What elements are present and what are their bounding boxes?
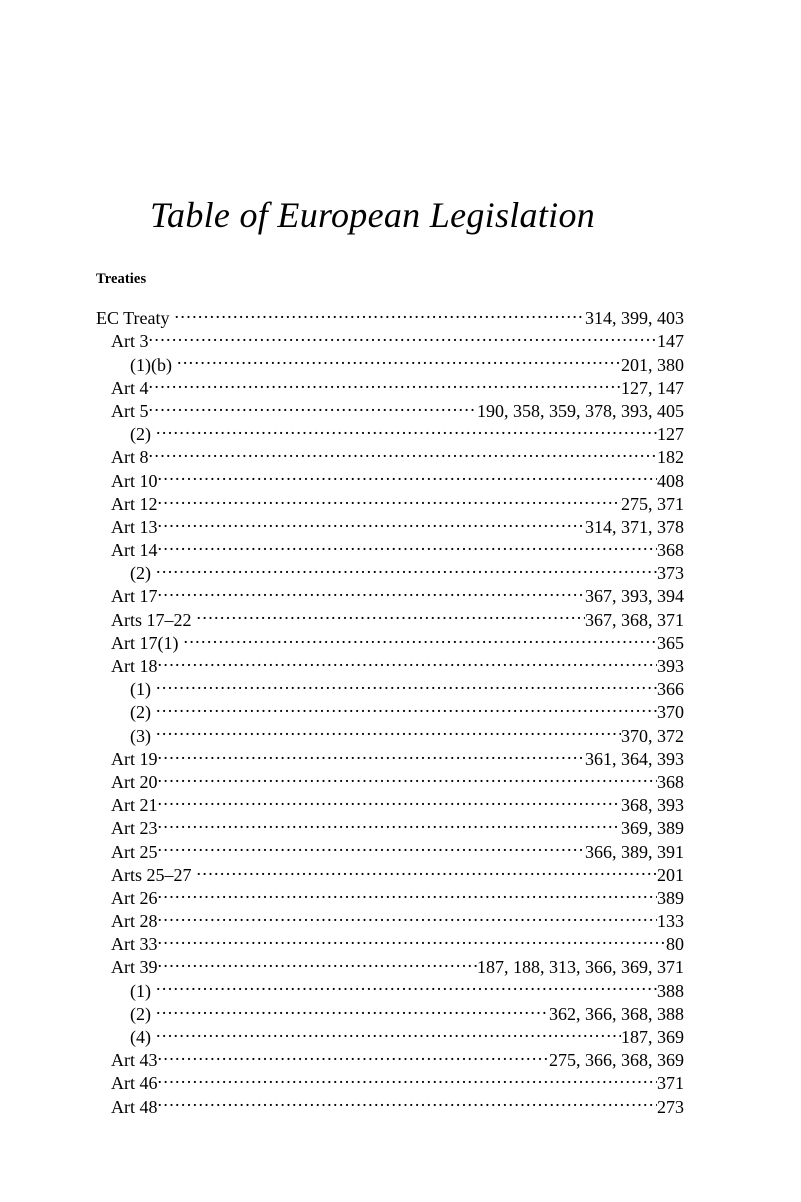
entry-page-numbers: 388 bbox=[657, 980, 684, 1001]
dot-leader bbox=[158, 579, 586, 602]
entry-page-numbers: 367, 393, 394 bbox=[585, 586, 684, 607]
dot-leader bbox=[158, 950, 478, 973]
entry-label: (4) bbox=[130, 1027, 151, 1047]
entry-label: (2) bbox=[130, 702, 151, 723]
entry-page-numbers: 201 bbox=[657, 864, 684, 885]
dot-leader bbox=[156, 417, 657, 440]
entry-label: Art 48 bbox=[111, 1096, 158, 1117]
legislation-entry[interactable] bbox=[96, 950, 684, 978]
entry-page-numbers: 361, 364, 393 bbox=[585, 748, 684, 769]
dot-leader bbox=[158, 510, 586, 533]
entry-page-numbers: 147 bbox=[657, 331, 684, 352]
legislation-entry[interactable] bbox=[96, 301, 684, 329]
entry-page-numbers: 275, 371 bbox=[621, 493, 684, 514]
dot-leader bbox=[158, 649, 658, 672]
entry-label: (1) bbox=[130, 679, 151, 700]
legislation-entry-list bbox=[96, 301, 684, 1117]
entry-page-numbers: 370 bbox=[657, 702, 684, 723]
entry-page-numbers: 366, 389, 391 bbox=[585, 841, 684, 862]
entry-page-numbers: 127, 147 bbox=[621, 377, 684, 398]
entry-label: Art 17(1) bbox=[111, 632, 179, 653]
dot-leader bbox=[197, 602, 586, 625]
legislation-entry[interactable] bbox=[96, 973, 684, 1001]
dot-leader bbox=[149, 440, 658, 463]
legislation-entry[interactable] bbox=[96, 1066, 684, 1094]
legislation-entry[interactable] bbox=[96, 417, 684, 445]
entry-page-numbers: 368 bbox=[657, 771, 684, 792]
entry-label: Art 46 bbox=[111, 1073, 158, 1094]
legislation-entry[interactable] bbox=[96, 556, 684, 584]
entry-label: Art 28 bbox=[111, 911, 158, 932]
legislation-entry[interactable] bbox=[96, 324, 684, 352]
dot-leader bbox=[156, 1020, 621, 1043]
entry-label: Art 14 bbox=[111, 540, 158, 561]
dot-leader bbox=[158, 834, 586, 857]
legislation-entry[interactable] bbox=[96, 858, 684, 885]
entry-label: (2) bbox=[130, 424, 151, 445]
legislation-entry[interactable] bbox=[96, 602, 684, 630]
entry-label: Art 26 bbox=[111, 887, 158, 908]
entry-page-numbers: 370, 372 bbox=[621, 725, 684, 746]
entry-label: (1) bbox=[130, 980, 151, 1001]
entry-page-numbers: 362, 366, 368, 388 bbox=[549, 1003, 684, 1024]
dot-leader bbox=[149, 324, 658, 347]
entry-label: Art 20 bbox=[111, 771, 158, 792]
legislation-entry[interactable] bbox=[96, 695, 684, 723]
legislation-entry[interactable] bbox=[96, 811, 684, 839]
dot-leader bbox=[158, 811, 622, 834]
legislation-entry[interactable] bbox=[96, 1020, 684, 1047]
legislation-entry[interactable] bbox=[96, 533, 684, 561]
entry-label: (1)(b) bbox=[130, 354, 172, 375]
legislation-entry[interactable] bbox=[96, 440, 684, 468]
entry-label: Art 23 bbox=[111, 818, 158, 839]
legislation-entry[interactable] bbox=[96, 510, 684, 537]
entry-label: (2) bbox=[130, 563, 151, 584]
legislation-entry[interactable] bbox=[96, 904, 684, 932]
entry-page-numbers: 393 bbox=[657, 656, 684, 676]
entry-page-numbers: 80 bbox=[666, 934, 684, 955]
dot-leader bbox=[156, 997, 549, 1020]
legislation-entry[interactable] bbox=[96, 371, 684, 398]
dot-leader bbox=[158, 765, 658, 788]
legislation-entry[interactable] bbox=[96, 347, 684, 375]
dot-leader bbox=[158, 1043, 550, 1066]
legislation-entry[interactable] bbox=[96, 1089, 684, 1117]
dot-leader bbox=[183, 626, 657, 649]
entry-page-numbers: 369, 389 bbox=[621, 818, 684, 839]
entry-label: Art 39 bbox=[111, 957, 158, 978]
entry-page-numbers: 127 bbox=[657, 424, 684, 445]
entry-page-numbers: 365 bbox=[657, 632, 684, 653]
legislation-entry[interactable] bbox=[96, 997, 684, 1024]
entry-page-numbers: 190, 358, 359, 378, 393, 405 bbox=[477, 400, 684, 421]
entry-label: Art 21 bbox=[111, 795, 158, 816]
entry-label: Art 43 bbox=[111, 1050, 158, 1071]
dot-leader bbox=[158, 881, 658, 904]
entry-label: Art 13 bbox=[111, 516, 158, 537]
entry-page-numbers: 389 bbox=[657, 887, 684, 908]
entry-label: (3) bbox=[130, 725, 151, 746]
dot-leader bbox=[156, 973, 657, 996]
legislation-entry[interactable] bbox=[96, 927, 684, 955]
dot-leader bbox=[156, 718, 621, 741]
entry-label: Art 10 bbox=[111, 470, 158, 491]
legislation-entry[interactable] bbox=[96, 463, 684, 491]
dot-leader bbox=[158, 742, 586, 765]
section-heading-treaties: Treaties bbox=[96, 271, 147, 288]
dot-leader bbox=[158, 1089, 658, 1112]
entry-page-numbers: 371 bbox=[657, 1073, 684, 1094]
legislation-entry[interactable] bbox=[96, 394, 684, 421]
dot-leader bbox=[158, 463, 658, 486]
dot-leader bbox=[158, 1066, 658, 1089]
dot-leader bbox=[149, 371, 622, 394]
entry-page-numbers: 273 bbox=[657, 1096, 684, 1117]
entry-page-numbers: 368 bbox=[657, 540, 684, 561]
entry-page-numbers: 133 bbox=[657, 911, 684, 932]
entry-label: Arts 17–22 bbox=[111, 609, 192, 630]
entry-page-numbers: 366 bbox=[657, 679, 684, 700]
legislation-entry[interactable] bbox=[96, 1043, 684, 1071]
dot-leader bbox=[156, 672, 657, 695]
legislation-entry[interactable] bbox=[96, 672, 684, 700]
legislation-entry[interactable] bbox=[96, 765, 684, 792]
dot-leader bbox=[197, 858, 658, 881]
entry-label: Art 19 bbox=[111, 748, 158, 769]
page-title: Table of European Legislation bbox=[150, 195, 596, 236]
entry-label: EC Treaty bbox=[96, 308, 170, 329]
dot-leader bbox=[149, 394, 478, 417]
dot-leader bbox=[175, 301, 585, 324]
entry-page-numbers: 373 bbox=[657, 563, 684, 584]
dot-leader bbox=[158, 904, 658, 927]
entry-label: Art 18 bbox=[111, 656, 158, 676]
legislation-entry[interactable] bbox=[96, 742, 684, 769]
entry-page-numbers: 275, 366, 368, 369 bbox=[549, 1050, 684, 1071]
legislation-entry[interactable] bbox=[96, 626, 684, 653]
legislation-entry[interactable] bbox=[96, 881, 684, 908]
legislation-entry[interactable] bbox=[96, 579, 684, 607]
entry-label: Art 4 bbox=[111, 377, 149, 398]
entry-label: (2) bbox=[130, 1003, 151, 1024]
dot-leader bbox=[177, 347, 621, 370]
entry-page-numbers: 187, 188, 313, 366, 369, 371 bbox=[477, 957, 684, 978]
dot-leader bbox=[156, 695, 657, 718]
dot-leader bbox=[158, 927, 667, 950]
entry-label: Art 25 bbox=[111, 841, 158, 862]
entry-label: Arts 25–27 bbox=[111, 864, 192, 885]
dot-leader bbox=[158, 533, 658, 556]
entry-label: Art 33 bbox=[111, 934, 158, 955]
entry-page-numbers: 367, 368, 371 bbox=[585, 609, 684, 630]
entry-page-numbers: 201, 380 bbox=[621, 354, 684, 375]
entry-label: Art 3 bbox=[111, 331, 149, 352]
dot-leader bbox=[158, 788, 622, 811]
legislation-entry[interactable] bbox=[96, 487, 684, 514]
entry-label: Art 5 bbox=[111, 400, 149, 421]
dot-leader bbox=[156, 556, 657, 579]
entry-page-numbers: 182 bbox=[657, 447, 684, 468]
entry-label: Art 8 bbox=[111, 447, 149, 468]
legislation-entry[interactable] bbox=[96, 718, 684, 746]
entry-page-numbers: 314, 371, 378 bbox=[585, 516, 684, 537]
legislation-entry[interactable] bbox=[96, 788, 684, 816]
entry-page-numbers: 408 bbox=[657, 470, 684, 491]
legislation-entry[interactable] bbox=[96, 649, 684, 676]
entry-label: Art 17 bbox=[111, 586, 158, 607]
entry-page-numbers: 368, 393 bbox=[621, 795, 684, 816]
entry-page-numbers: 314, 399, 403 bbox=[585, 308, 684, 329]
entry-page-numbers: 187, 369 bbox=[621, 1027, 684, 1047]
entry-label: Art 12 bbox=[111, 493, 158, 514]
legislation-entry[interactable] bbox=[96, 834, 684, 862]
dot-leader bbox=[158, 487, 622, 510]
